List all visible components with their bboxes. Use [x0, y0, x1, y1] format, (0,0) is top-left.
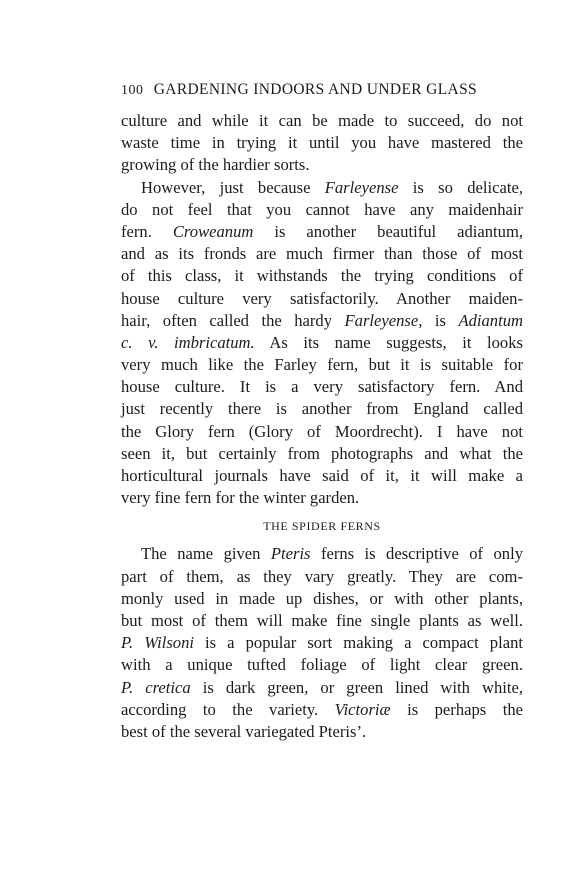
text-line [121, 632, 523, 654]
text-line [121, 221, 523, 243]
text-run: hair, often called the hardy [121, 310, 345, 330]
text-line: growing of the hardier sorts. [121, 155, 310, 175]
text-run: is so delicate, [398, 177, 523, 197]
text-line: part of them, as they vary greatly. They are com- [121, 566, 523, 586]
text-line: just recently there is another from England called [121, 399, 523, 419]
italic-run: Farleyense, [344, 310, 423, 330]
text-line [121, 543, 523, 565]
text-run: is perhaps the [390, 699, 523, 719]
text-run: fern. [121, 221, 173, 241]
text-line [121, 310, 523, 332]
text-line: of this class, it withstands the trying conditions of [121, 266, 523, 286]
section-heading: THE SPIDER FERNS [263, 519, 381, 534]
text-line: very fine fern for the winter garden. [121, 488, 360, 508]
text-run: However, just because [141, 177, 325, 197]
running-head-title: GARDENING INDOORS AND UNDER GLASS [153, 81, 478, 98]
running-head [121, 80, 521, 101]
text-line: seen it, but certainly from photographs and what the [121, 443, 523, 463]
text-line: with a unique tufted foliage of light clear green. [121, 655, 523, 675]
text-line: very much like the Farley fern, but it is suitable for [121, 355, 523, 375]
body-text [121, 110, 523, 743]
text-line: house culture very satisfactorily. Another maiden- [121, 288, 523, 308]
italic-run: P. Wilsoni [121, 633, 194, 653]
italic-run: P. cretica [121, 677, 191, 697]
italic-run: c. v. imbricatum. [121, 332, 255, 352]
text-line [121, 332, 523, 354]
text-line: but most of them will make fine single plants as well. [121, 610, 523, 630]
text-line [121, 677, 523, 699]
text-line: horticultural journals have said of it, it will make a [121, 466, 523, 485]
paragraph-1 [121, 110, 523, 177]
paragraph-3 [121, 543, 523, 743]
text-line: culture and while it can be made to succeed, do not [121, 111, 523, 130]
italic-run: Adiantum [458, 310, 523, 330]
text-run: is [422, 310, 459, 330]
text-line: the Glory fern (Glory of Moordrecht). I have not [121, 421, 523, 441]
text-line: and as its fronds are much firmer than those of most [121, 244, 523, 264]
text-run: according to the variety. [121, 699, 335, 719]
text-line: waste time in trying it until you have mastered the [121, 133, 523, 153]
italic-run: Croweanum [172, 221, 254, 241]
text-line [121, 177, 523, 199]
text-run: ferns is descriptive of only [310, 544, 523, 564]
text-run: As its name suggests, it looks [254, 332, 523, 352]
text-run: is another beautiful adiantum, [253, 221, 524, 241]
text-line: house culture. It is a very satisfactory fern. And [121, 377, 523, 397]
italic-run: Victoriæ [334, 699, 391, 719]
italic-run: Pteris [270, 544, 311, 564]
text-line: monly used in made up dishes, or with other plants, [121, 588, 523, 608]
text-line [121, 699, 523, 721]
text-line: best of the several variegated Pteris’. [121, 721, 367, 741]
paragraph-2 [121, 177, 523, 510]
text-line: do not feel that you cannot have any maidenhair [121, 199, 523, 219]
text-run: is dark green, or green lined with white, [190, 677, 523, 697]
text-run: The name given [141, 544, 271, 564]
text-run: is a popular sort making a compact plant [194, 633, 523, 653]
italic-run: Farleyense [324, 177, 399, 197]
page-number: 100 [121, 83, 144, 98]
